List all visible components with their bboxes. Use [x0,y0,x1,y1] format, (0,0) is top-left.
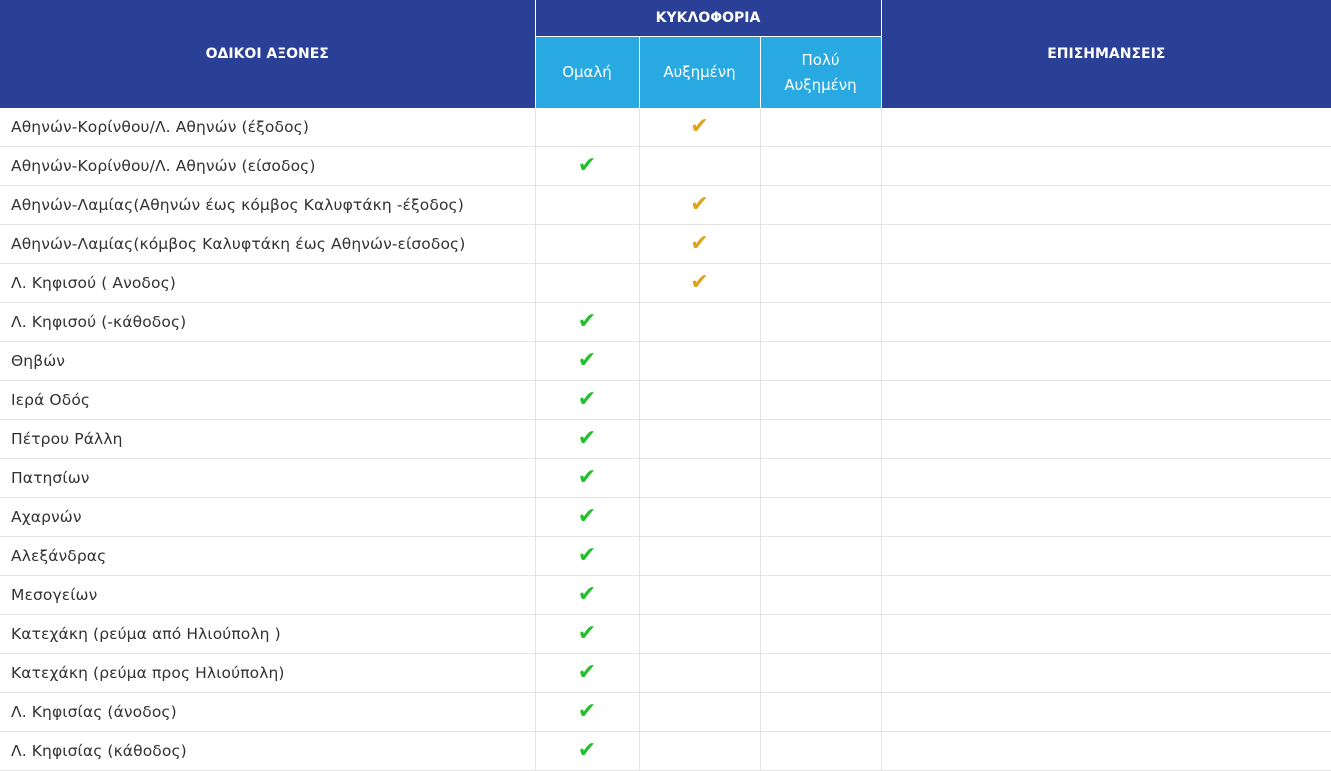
checkmark-icon: ✔ [577,309,597,334]
table-row [0,537,1331,576]
notes-cell [881,264,1331,303]
status-cell-heavy [639,225,760,264]
checkmark-icon: ✔ [690,231,709,256]
checkmark-icon: ✔ [577,621,597,646]
table-row [0,732,1331,771]
road-name: Λ. Κηφισίας (άνοδος) [0,693,535,732]
notes-cell [881,381,1331,420]
status-cell-normal [535,381,639,420]
status-cell-normal [535,459,639,498]
normal-traffic-header: Ομαλή [535,37,639,109]
road-name: Πατησίων [0,459,535,498]
table-row [0,420,1331,459]
notes-cell [881,342,1331,381]
very-heavy-label-line1: Πολύ [801,50,840,69]
status-cell-heavy [639,537,760,576]
status-cell-very-heavy [760,342,881,381]
traffic-header: ΚΥΚΛΟΦΟΡΙΑ [535,0,881,37]
status-cell-normal [535,225,639,264]
road-name: Λ. Κηφισού (-κάθοδος) [0,303,535,342]
notes-cell [881,303,1331,342]
status-cell-very-heavy [760,498,881,537]
road-name: Αθηνών-Κορίνθου/Λ. Αθηνών (έξοδος) [0,108,535,147]
notes-cell [881,615,1331,654]
status-cell-very-heavy [760,459,881,498]
checkmark-icon: ✔ [690,270,709,295]
notes-cell [881,459,1331,498]
road-name: Αθηνών-Λαμίας(Αθηνών έως κόμβος Καλυφτάκη -έξοδος) [0,186,535,225]
status-cell-normal [535,654,639,693]
table-row [0,264,1331,303]
road-name: Ιερά Οδός [0,381,535,420]
checkmark-icon: ✔ [690,114,709,139]
checkmark-icon: ✔ [577,465,597,490]
notes-cell [881,108,1331,147]
notes-cell [881,498,1331,537]
checkmark-icon: ✔ [577,504,597,529]
status-cell-very-heavy [760,537,881,576]
status-cell-heavy [639,264,760,303]
checkmark-icon: ✔ [690,192,709,217]
status-cell-heavy [639,693,760,732]
status-cell-very-heavy [760,264,881,303]
table-row [0,225,1331,264]
status-cell-heavy [639,576,760,615]
status-cell-heavy [639,654,760,693]
status-cell-normal [535,420,639,459]
road-name: Θηβών [0,342,535,381]
status-cell-very-heavy [760,381,881,420]
status-cell-normal [535,498,639,537]
table-row [0,654,1331,693]
status-cell-heavy [639,420,760,459]
status-cell-very-heavy [760,420,881,459]
very-heavy-label-line2: Αυξημένη [784,75,857,94]
road-axes-header: ΟΔΙΚΟΙ ΑΞΟΝΕΣ [0,0,535,108]
status-cell-normal [535,147,639,186]
road-name: Λ. Κηφισίας (κάθοδος) [0,732,535,771]
road-name: Μεσογείων [0,576,535,615]
status-cell-normal [535,303,639,342]
road-name: Αθηνών-Λαμίας(κόμβος Καλυφτάκη έως Αθηνών-είσοδος) [0,225,535,264]
status-cell-very-heavy [760,186,881,225]
checkmark-icon: ✔ [577,426,597,451]
notes-header: ΕΠΙΣΗΜΑΝΣΕΙΣ [881,0,1331,108]
status-cell-normal [535,264,639,303]
status-cell-heavy [639,381,760,420]
road-name: Κατεχάκη (ρεύμα από Ηλιούπολη ) [0,615,535,654]
table-row [0,498,1331,537]
status-cell-very-heavy [760,693,881,732]
status-cell-normal [535,615,639,654]
road-name: Αθηνών-Κορίνθου/Λ. Αθηνών (είσοδος) [0,147,535,186]
table-body [0,108,1331,771]
status-cell-normal [535,108,639,147]
header-row-top [0,0,1331,37]
table-header [0,0,1331,108]
heavy-traffic-header: Αυξημένη [639,37,760,109]
notes-cell [881,225,1331,264]
road-name: Αλεξάνδρας [0,537,535,576]
notes-cell [881,186,1331,225]
status-cell-normal [535,693,639,732]
notes-cell [881,537,1331,576]
notes-cell [881,420,1331,459]
notes-cell [881,654,1331,693]
notes-cell [881,693,1331,732]
status-cell-heavy [639,615,760,654]
status-cell-normal [535,537,639,576]
table-row [0,381,1331,420]
status-cell-heavy [639,459,760,498]
status-cell-heavy [639,303,760,342]
notes-cell [881,147,1331,186]
road-name: Πέτρου Ράλλη [0,420,535,459]
notes-cell [881,576,1331,615]
checkmark-icon: ✔ [577,738,597,763]
status-cell-very-heavy [760,654,881,693]
status-cell-very-heavy [760,576,881,615]
status-cell-normal [535,576,639,615]
status-cell-heavy [639,186,760,225]
status-cell-heavy [639,498,760,537]
table-row [0,342,1331,381]
table-row [0,147,1331,186]
status-cell-very-heavy [760,732,881,771]
checkmark-icon: ✔ [577,387,597,412]
status-cell-very-heavy [760,225,881,264]
checkmark-icon: ✔ [577,348,597,373]
status-cell-heavy [639,342,760,381]
checkmark-icon: ✔ [577,543,597,568]
table-row [0,108,1331,147]
checkmark-icon: ✔ [577,153,597,178]
checkmark-icon: ✔ [577,582,597,607]
status-cell-very-heavy [760,108,881,147]
table-row [0,186,1331,225]
status-cell-normal [535,732,639,771]
status-cell-very-heavy [760,615,881,654]
table-row [0,693,1331,732]
status-cell-very-heavy [760,303,881,342]
table-row [0,459,1331,498]
road-name: Λ. Κηφισού ( Ανοδος) [0,264,535,303]
table-row [0,615,1331,654]
table-row [0,576,1331,615]
notes-cell [881,732,1331,771]
status-cell-heavy [639,732,760,771]
checkmark-icon: ✔ [577,660,597,685]
table-row [0,303,1331,342]
checkmark-icon: ✔ [577,699,597,724]
status-cell-heavy [639,147,760,186]
status-cell-normal [535,342,639,381]
very-heavy-traffic-header [760,37,881,109]
status-cell-normal [535,186,639,225]
status-cell-very-heavy [760,147,881,186]
road-name: Κατεχάκη (ρεύμα προς Ηλιούπολη) [0,654,535,693]
road-name: Αχαρνών [0,498,535,537]
status-cell-heavy [639,108,760,147]
